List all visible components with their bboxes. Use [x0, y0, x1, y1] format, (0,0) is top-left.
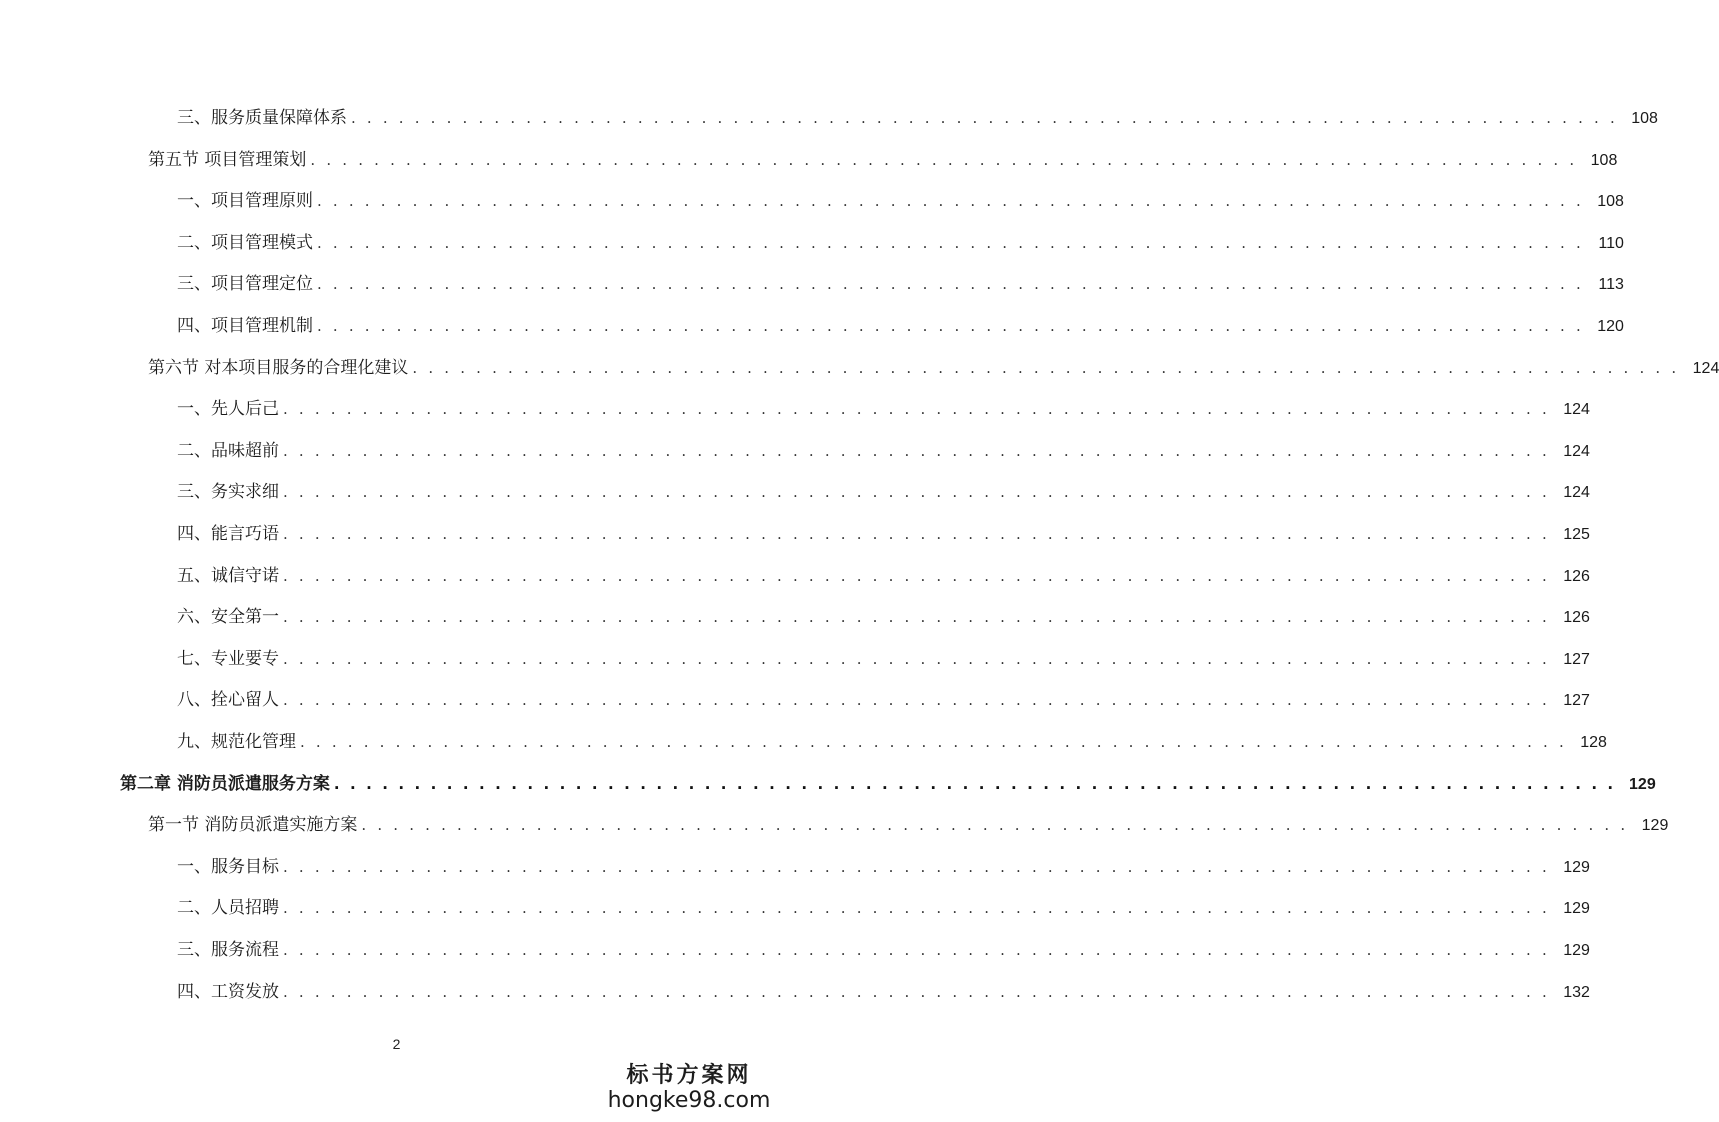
toc-item-entry[interactable]	[177, 564, 1590, 588]
toc-entry-title: 一、服务目标	[177, 857, 279, 877]
toc-entry-page: 124	[1563, 484, 1590, 501]
toc-entry-page: 124	[1563, 401, 1590, 418]
toc-entry-title: 三、服务流程	[177, 940, 279, 960]
toc-entry-title: 四、工资发放	[177, 982, 279, 1002]
toc-dot-leader: . . . . . . . . . . . . . . . . . . . . . . . . . . . . . . . . . . . . . . . . . . . . . . . . . . . . . . . . . . . . . . . . . . . . . . . . . . . . . . . .	[351, 109, 1618, 127]
toc-entry-title: 第一节 消防员派遣实施方案	[148, 815, 358, 835]
toc-entry-page: 108	[1631, 110, 1658, 127]
toc-section-entry[interactable]	[148, 356, 1719, 380]
toc-item-entry[interactable]	[177, 480, 1590, 504]
toc-entry-page: 120	[1597, 318, 1624, 335]
toc-entry-title: 六、安全第一	[177, 607, 279, 627]
toc-item-entry[interactable]	[177, 189, 1624, 213]
toc-dot-leader: . . . . . . . . . . . . . . . . . . . . . . . . . . . . . . . . . . . . . . . . . . . . . . . . . . . . . . . . . . . . . . . . . . . . . . . . . . . . . . . .	[317, 317, 1584, 335]
toc-entry-page: 132	[1563, 984, 1590, 1001]
watermark-logo	[599, 1062, 779, 1114]
toc-item-entry[interactable]	[177, 272, 1624, 296]
toc-dot-leader: . . . . . . . . . . . . . . . . . . . . . . . . . . . . . . . . . . . . . . . . . . . . . . . . . . . . . . . . . . . . . . . . . . . . . . . . . . . . . . . .	[317, 275, 1584, 293]
toc-dot-leader: . . . . . . . . . . . . . . . . . . . . . . . . . . . . . . . . . . . . . . . . . . . . . . . . . . . . . . . . . . . . . . . . . . . . . . . . . . . . . . . .	[283, 525, 1550, 543]
toc-dot-leader: . . . . . . . . . . . . . . . . . . . . . . . . . . . . . . . . . . . . . . . . . . . . . . . . . . . . . . . . . . . . . . . . . . . . . . . . . . . . . . . .	[283, 858, 1550, 876]
toc-chapter-entry[interactable]	[120, 772, 1656, 796]
toc-entry-page: 124	[1692, 360, 1719, 377]
toc-entry-title: 第二章 消防员派遣服务方案	[120, 774, 330, 794]
toc-entry-title: 四、能言巧语	[177, 524, 279, 544]
toc-entry-page: 108	[1590, 152, 1618, 169]
toc-entry-title: 第五节 项目管理策划	[148, 150, 307, 170]
toc-item-entry[interactable]	[177, 980, 1590, 1004]
toc-item-entry[interactable]	[177, 231, 1624, 255]
toc-entry-title: 二、品味超前	[177, 441, 279, 461]
toc-entry-page: 127	[1563, 692, 1590, 709]
toc-dot-leader: . . . . . . . . . . . . . . . . . . . . . . . . . . . . . . . . . . . . . . . . . . . . . . . . . . . . . . . . . . . . . . . . . . . . . . . . . . . . . . . .	[412, 359, 1680, 377]
toc-entry-page: 129	[1563, 942, 1590, 959]
toc-dot-leader: . . . . . . . . . . . . . . . . . . . . . . . . . . . . . . . . . . . . . . . . . . . . . . . . . . . . . . . . . . . . . . . . . . . . . . . . . . . . . . . .	[283, 941, 1550, 959]
toc-item-entry[interactable]	[177, 439, 1590, 463]
toc-entry-page: 129	[1563, 859, 1590, 876]
toc-entry-title: 四、项目管理机制	[177, 316, 313, 336]
toc-entry-page: 128	[1580, 734, 1607, 751]
toc-dot-leader: . . . . . . . . . . . . . . . . . . . . . . . . . . . . . . . . . . . . . . . . . . . . . . . . . . . . . . . . . . . . . . . . . . . . . . . . . . . . . . . .	[361, 816, 1629, 834]
toc-item-entry[interactable]	[177, 605, 1590, 629]
toc-dot-leader: . . . . . . . . . . . . . . . . . . . . . . . . . . . . . . . . . . . . . . . . . . . . . . . . . . . . . . . . . . . . . . . . . . . . . . . . . . . . . . . .	[283, 983, 1550, 1001]
toc-dot-leader: . . . . . . . . . . . . . . . . . . . . . . . . . . . . . . . . . . . . . . . . . . . . . . . . . . . . . . . . . . . . . . . . . . . . . . . . . . . . . . . .	[317, 234, 1584, 252]
toc-entry-page: 127	[1563, 651, 1590, 668]
toc-entry-title: 五、诚信守诺	[177, 566, 279, 586]
toc-item-entry[interactable]	[177, 314, 1624, 338]
toc-entry-page: 108	[1597, 193, 1624, 210]
toc-entry-page: 126	[1563, 609, 1590, 626]
toc-item-entry[interactable]	[177, 688, 1590, 712]
toc-item-entry[interactable]	[177, 106, 1658, 130]
toc-entry-page: 124	[1563, 443, 1590, 460]
toc-item-entry[interactable]	[177, 896, 1590, 920]
toc-item-entry[interactable]	[177, 647, 1590, 671]
toc-dot-leader: . . . . . . . . . . . . . . . . . . . . . . . . . . . . . . . . . . . . . . . . . . . . . . . . . . . . . . . . . . . . . . . . . . . . . . . . . . . . . . . .	[310, 151, 1578, 169]
watermark-url: hongke98.com	[607, 1088, 771, 1113]
toc-item-entry[interactable]	[177, 938, 1590, 962]
toc-entry-page: 129	[1629, 776, 1656, 793]
toc-entry-title: 三、服务质量保障体系	[177, 108, 347, 128]
toc-item-entry[interactable]	[177, 730, 1607, 754]
toc-entry-title: 三、项目管理定位	[177, 274, 313, 294]
toc-entry-page: 113	[1598, 276, 1624, 293]
toc-item-entry[interactable]	[177, 397, 1590, 421]
toc-section-entry[interactable]	[148, 813, 1669, 837]
toc-entry-page: 125	[1563, 526, 1590, 543]
toc-item-entry[interactable]	[177, 522, 1590, 546]
page-number: 2	[392, 1036, 401, 1052]
toc-entry-title: 九、规范化管理	[177, 732, 296, 752]
toc-entry-title: 一、项目管理原则	[177, 191, 313, 211]
toc-dot-leader: . . . . . . . . . . . . . . . . . . . . . . . . . . . . . . . . . . . . . . . . . . . . . . . . . . . . . . . . . . . . . . . . . . . . . . . . . . . . . . . .	[283, 483, 1550, 501]
toc-entry-page: 110	[1598, 235, 1624, 252]
toc-dot-leader: . . . . . . . . . . . . . . . . . . . . . . . . . . . . . . . . . . . . . . . . . . . . . . . . . . . . . . . . . . . . . . . . . . . . . . . . . . . . . . . .	[333, 775, 1616, 793]
toc-dot-leader: . . . . . . . . . . . . . . . . . . . . . . . . . . . . . . . . . . . . . . . . . . . . . . . . . . . . . . . . . . . . . . . . . . . . . . . . . . . . . . . .	[283, 899, 1550, 917]
toc-dot-leader: . . . . . . . . . . . . . . . . . . . . . . . . . . . . . . . . . . . . . . . . . . . . . . . . . . . . . . . . . . . . . . . . . . . . . . . . . . . . . . . .	[283, 567, 1550, 585]
watermark-site-name: 标书方案网	[626, 1062, 752, 1088]
toc-entry-title: 一、先人后己	[177, 399, 279, 419]
toc-entry-title: 第六节 对本项目服务的合理化建议	[148, 358, 409, 378]
toc-dot-leader: . . . . . . . . . . . . . . . . . . . . . . . . . . . . . . . . . . . . . . . . . . . . . . . . . . . . . . . . . . . . . . . . . . . . . . . . . . . . . . . .	[283, 400, 1550, 418]
toc-dot-leader: . . . . . . . . . . . . . . . . . . . . . . . . . . . . . . . . . . . . . . . . . . . . . . . . . . . . . . . . . . . . . . . . . . . . . . . . . . . . . . . .	[283, 608, 1550, 626]
toc-item-entry[interactable]	[177, 855, 1590, 879]
toc-entry-title: 二、人员招聘	[177, 898, 279, 918]
toc-dot-leader: . . . . . . . . . . . . . . . . . . . . . . . . . . . . . . . . . . . . . . . . . . . . . . . . . . . . . . . . . . . . . . . . . . . . . . . . . . . . . . . .	[283, 650, 1550, 668]
toc-dot-leader: . . . . . . . . . . . . . . . . . . . . . . . . . . . . . . . . . . . . . . . . . . . . . . . . . . . . . . . . . . . . . . . . . . . . . . . . . . . . . . . .	[283, 691, 1550, 709]
toc-dot-leader: . . . . . . . . . . . . . . . . . . . . . . . . . . . . . . . . . . . . . . . . . . . . . . . . . . . . . . . . . . . . . . . . . . . . . . . . . . . . . . . .	[317, 192, 1584, 210]
toc-dot-leader: . . . . . . . . . . . . . . . . . . . . . . . . . . . . . . . . . . . . . . . . . . . . . . . . . . . . . . . . . . . . . . . . . . . . . . . . . . . . . . . .	[300, 733, 1567, 751]
toc-entry-title: 二、项目管理模式	[177, 233, 313, 253]
toc-entry-title: 七、专业要专	[177, 649, 279, 669]
toc-entry-title: 八、拴心留人	[177, 690, 279, 710]
toc-entry-page: 126	[1563, 568, 1590, 585]
toc-entry-page: 129	[1641, 817, 1669, 834]
toc-dot-leader: . . . . . . . . . . . . . . . . . . . . . . . . . . . . . . . . . . . . . . . . . . . . . . . . . . . . . . . . . . . . . . . . . . . . . . . . . . . . . . . .	[283, 442, 1550, 460]
toc-section-entry[interactable]	[148, 148, 1618, 172]
toc-entry-title: 三、务实求细	[177, 482, 279, 502]
toc-entry-page: 129	[1563, 900, 1590, 917]
